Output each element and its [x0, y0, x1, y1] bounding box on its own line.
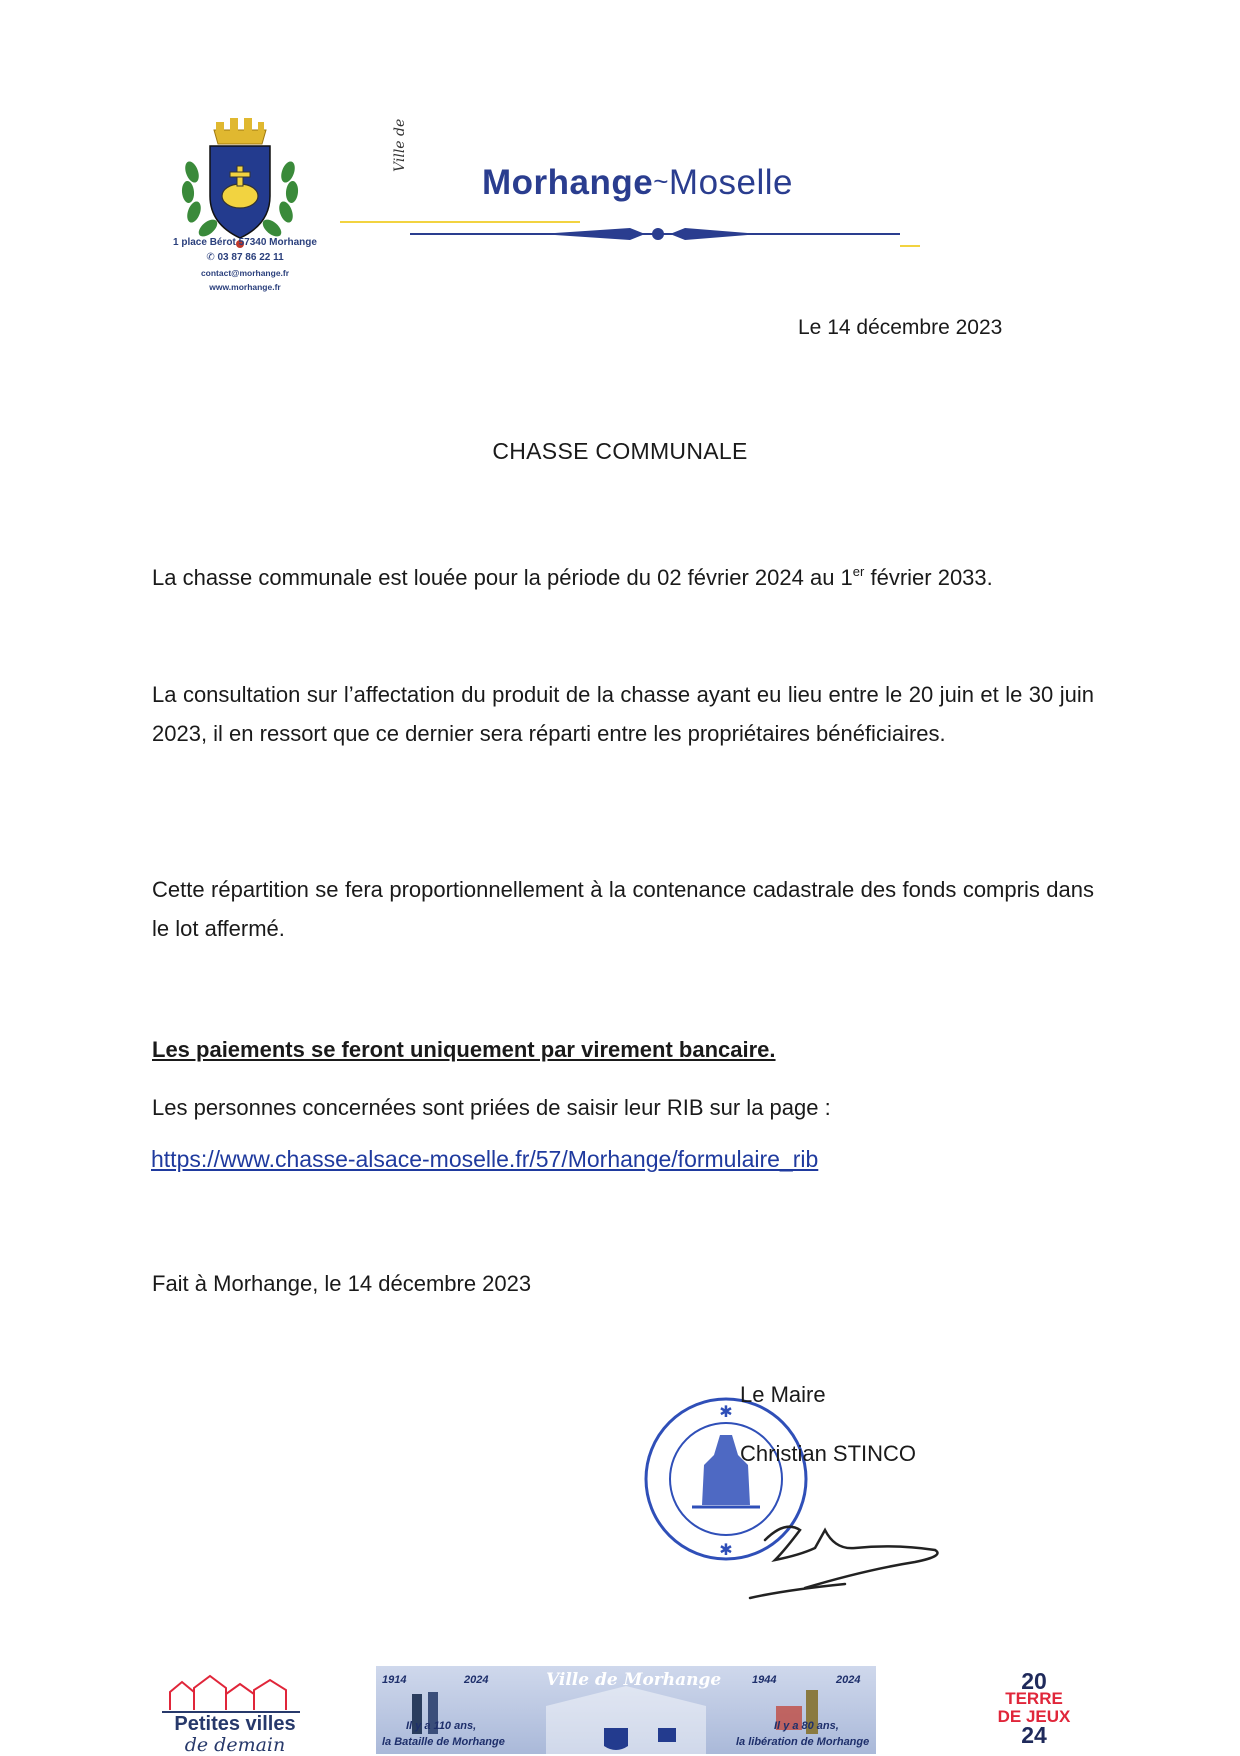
- pvd-label-line-2: de demain: [184, 1734, 286, 1756]
- email-link[interactable]: contact@morhange.fr: [200, 268, 290, 278]
- town-crest-icon: [170, 112, 310, 252]
- anniversary-banner: [376, 1666, 876, 1754]
- banner-year-right-2: 2024: [836, 1674, 861, 1686]
- paragraph-lease-period: La chasse communale est louée pour la période du 02 février 2024 au 1er février 2033.: [152, 564, 993, 590]
- svg-text:✱: ✱: [719, 1542, 733, 1559]
- svg-text:✱: ✱: [719, 1404, 733, 1421]
- address-line: 1 place Bérot 57340 Morhange: [173, 237, 317, 248]
- letter-date: Le 14 décembre 2023: [798, 316, 1003, 339]
- paragraph-distribution: Cette répartition se fera proportionnellement à la contenance cadastrale des fonds compris dans le lot affermé.: [152, 877, 1094, 941]
- letter-title: CHASSE COMMUNALE: [492, 438, 748, 464]
- brand-separator: ~: [653, 166, 669, 196]
- rib-instruction: Les personnes concernées sont priées de saisir leur RIB sur la page :: [152, 1095, 831, 1120]
- paragraph-consultation: La consultation sur l’affectation du produit de la chasse ayant eu lieu entre le 20 juin et le 30 juin 2023, il en ressort que ce dernier sera réparti entre les propriétaires bénéficiaires.: [152, 682, 1094, 746]
- pvd-label-line-1: Petites villes: [174, 1713, 296, 1735]
- banner-caption-left-2: la Bataille de Morhange: [382, 1736, 505, 1748]
- rib-form-link[interactable]: https://www.chasse-alsace-moselle.fr/57/Morhange/formulaire_rib: [151, 1146, 819, 1172]
- brand-rule-decoration: [340, 218, 920, 250]
- banner-caption-right-2: la libération de Morhange: [736, 1736, 870, 1748]
- tdj-number-top: 20: [1021, 1668, 1047, 1694]
- payment-notice: Les paiements se feront uniquement par virement bancaire.: [152, 1037, 776, 1062]
- handwritten-signature-icon: [745, 1500, 975, 1600]
- website-link[interactable]: www.morhange.fr: [209, 282, 281, 292]
- banner-script-title: Ville de Morhange: [546, 1670, 722, 1690]
- signatory-role: Le Maire: [740, 1382, 826, 1407]
- banner-caption-left-1: Il y a 110 ans,: [406, 1720, 477, 1732]
- terre-de-jeux-logo: [994, 1668, 1074, 1748]
- phone-icon: ✆: [206, 252, 215, 263]
- petites-villes-houses-icon: [160, 1674, 306, 1714]
- phone-line: [150, 250, 340, 265]
- brand-title: [482, 163, 793, 203]
- brand-part-1: Morhange: [482, 163, 654, 202]
- banner-year-left-2: 2024: [464, 1674, 489, 1686]
- banner-year-right-1: 1944: [752, 1674, 777, 1686]
- tdj-number-bottom: 24: [1021, 1722, 1047, 1748]
- signatory-name: Christian STINCO: [740, 1441, 917, 1466]
- brand-part-2: Moselle: [668, 163, 794, 202]
- signed-at-line: Fait à Morhange, le 14 décembre 2023: [152, 1271, 532, 1296]
- ville-de-label: Ville de: [392, 118, 408, 172]
- tdj-word-1: TERRE: [1005, 1689, 1063, 1708]
- tdj-word-2: DE JEUX: [997, 1707, 1071, 1726]
- phone-number: 03 87 86 22 11: [217, 252, 284, 263]
- banner-caption-right-1: Il y a 80 ans,: [774, 1720, 839, 1732]
- banner-year-left-1: 1914: [382, 1674, 407, 1686]
